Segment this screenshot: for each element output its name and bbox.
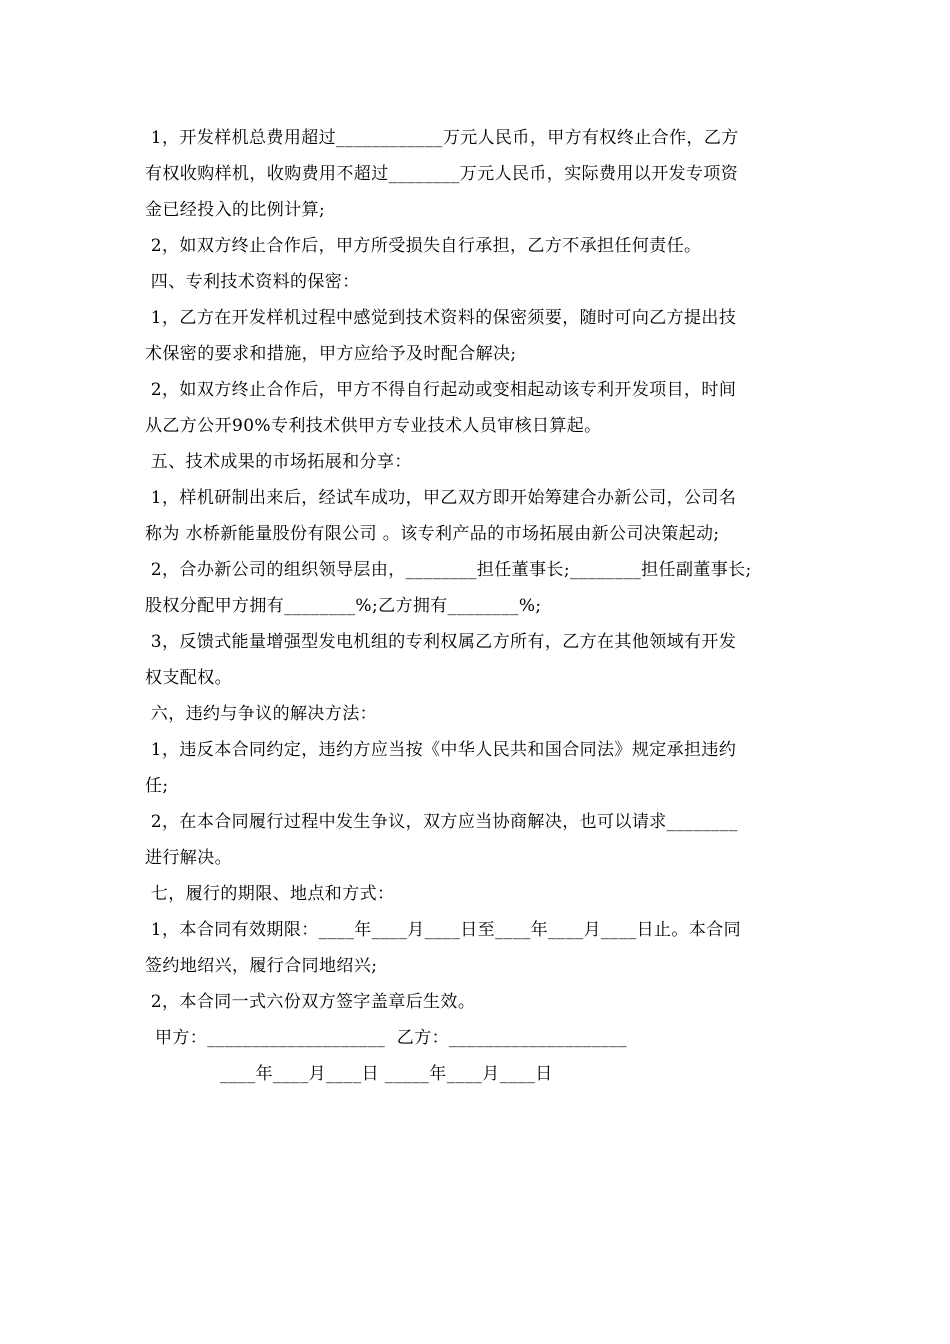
contract-text: [145, 120, 805, 1092]
text-line: 术保密的要求和措施，甲方应给予及时配合解决;: [145, 344, 517, 364]
section-heading: 四、专利技术资料的保密：: [145, 272, 360, 292]
text-line: 权支配权。: [145, 668, 232, 688]
text-line: 1，本合同有效期限：____年____月____日至____年____月____日止。本合同: [145, 920, 742, 940]
text-line: 2，在本合同履行过程中发生争议，双方应当协商解决，也可以请求________: [145, 812, 738, 832]
section-heading: 五、技术成果的市场拓展和分享：: [145, 452, 412, 472]
signature-line: 甲方：____________________ 乙方：____________________: [155, 1028, 628, 1048]
text-line: 2，本合同一式六份双方签字盖章后生效。: [145, 992, 476, 1012]
text-line: 1，开发样机总费用超过____________万元人民币，甲方有权终止合作，乙方: [145, 128, 739, 148]
signature-date-line: ____年____月____日 _____年____月____日: [220, 1064, 553, 1084]
text-line: 2，如双方终止合作后，甲方不得自行起动或变相起动该专利开发项目，时间: [145, 380, 737, 400]
text-line: 股权分配甲方拥有________%;乙方拥有________%;: [145, 596, 542, 616]
text-line: 任;: [145, 776, 169, 796]
text-line: 2，合办新公司的组织领导层由，________担任董事长;________担任副董事长;: [145, 560, 752, 580]
text-line: 有权收购样机，收购费用不超过________万元人民币，实际费用以开发专项资: [145, 164, 739, 184]
text-line: 签约地绍兴，履行合同地绍兴;: [145, 956, 378, 976]
text-line: 1，样机研制出来后，经试车成功，甲乙双方即开始筹建合办新公司，公司名: [145, 488, 737, 508]
text-line: 1，违反本合同约定，违约方应当按《中华人民共和国合同法》规定承担违约: [145, 740, 737, 760]
text-line: 1，乙方在开发样机过程中感觉到技术资料的保密须要，随时可向乙方提出技: [145, 308, 737, 328]
text-line: 2，如双方终止合作后，甲方所受损失自行承担，乙方不承担任何责任。: [145, 236, 702, 256]
section-heading: 七，履行的期限、地点和方式：: [145, 884, 395, 904]
text-line: 称为 水桥新能量股份有限公司 。该专利产品的市场拓展由新公司决策起动;: [145, 524, 720, 544]
text-line: 进行解决。: [145, 848, 232, 868]
text-line: 3，反馈式能量增强型发电机组的专利权属乙方所有，乙方在其他领域有开发: [145, 632, 737, 652]
text-line: 金已经投入的比例计算;: [145, 200, 326, 220]
text-line: 从乙方公开90%专利技术供甲方专业技术人员审核日算起。: [145, 416, 602, 436]
section-heading: 六，违约与争议的解决方法：: [145, 704, 378, 724]
